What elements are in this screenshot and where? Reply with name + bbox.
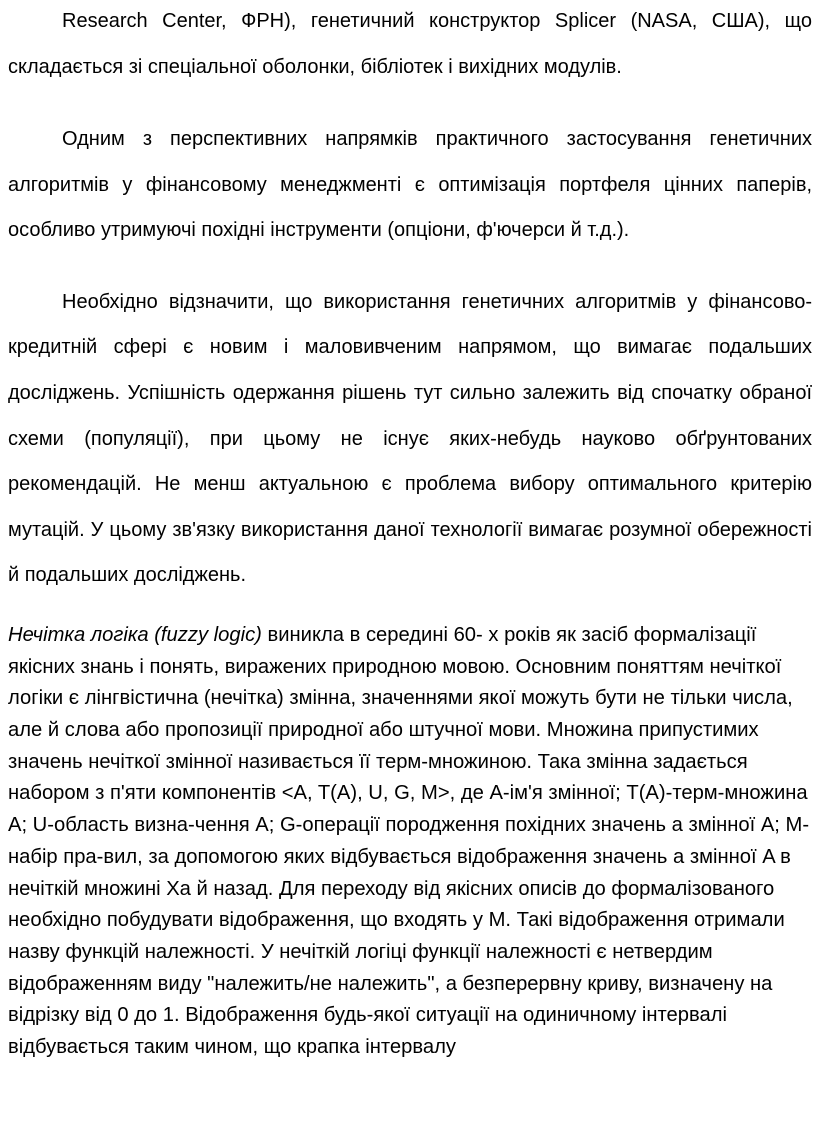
fuzzy-logic-term: Нечітка логіка (fuzzy logic) [8,623,262,646]
paragraph-portfolio: Одним з перспективних напрямків практичного застосування генетичних алгоритмів у фінансовому менеджменті є оптимізація портфеля цінних паперів, особливо утримуючі похідні інструменти (опціони, ф'ючерси й т.д.). [8,128,812,242]
paragraph-genetic-research: Необхідно відзначити, що використання генетичних алгоритмів у фінансово-кредитній сфері є новим і маловивченим напрямом, що вимагає подальших досліджень. Успішність одержання рішень тут сильно залежить від спочатку обраної схеми (популяції), при цьому не існує яких-небудь науково обґрунтованих рекомендацій. Не менш актуальною є проблема вибору оптимального критерію мутацій. У цьому зв'язку використання даної технології вимагає розумної обережності й подальших досліджень. [8,290,812,587]
document-page [8,0,812,1064]
paragraph-spacer [8,90,812,117]
fuzzy-logic-body: виникла в середині 60- х років як засіб формалізації якісних знань і понять, виражених природною мовою. Основним поняттям нечіткої логіки є лінгвістична (нечітка) змінна, значеннями якої можуть бути не тільки числа, але й слова або пропозиції природної або штучної мови. Множина припустимих значень нечіткої змінної називається її терм-множиною. Така змінна задається набором з п'яти компонентів <A, T(A), U, G, M>, де A-ім'я змінної; T(A)-терм-множина A; U-область визна-чення A; G-операції породження похідних значень a змінної A; M-набір пра-вил, за допомогою яких відбувається відображення значень a змінної A в нечіткій множині Xa й назад. Для переходу від якісних описів до формалізованого необхідно побудувати відображення, що входять у M. Такі відображення отримали назву функцій належності. У нечіткій логіці функції належності є нетвердим відображенням виду "належить/не належить", а безперервну криву, визначену на відрізку від 0 до 1. Відображення будь-якої ситуації на одиничному інтервалі відбувається таким чином, що крапка інтервалу [8,623,810,1059]
paragraph-splicer: Research Center, ФРН), генетичний конструктор Splicer (NASA, США), що складається зі спеціальної оболонки, бібліотек і вихідних модулів. [8,10,812,78]
paragraph-fuzzy-logic [8,620,812,1064]
paragraph-spacer [8,254,812,280]
paragraph-spacer [8,599,812,620]
